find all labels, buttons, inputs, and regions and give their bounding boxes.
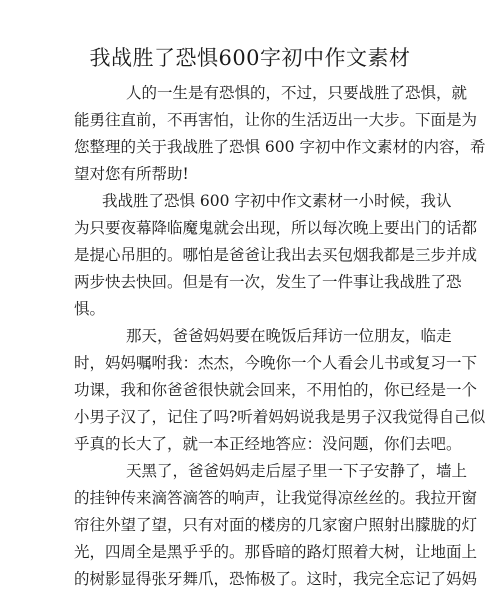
paragraph-line: 时，妈妈嘱咐我：杰杰，今晚你一个人看会儿书或复习一下: [74, 354, 478, 372]
paragraph-line: 望对您有所帮助!: [74, 165, 189, 183]
paragraph-line: 惧。: [74, 300, 106, 318]
document-body: [74, 80, 486, 593]
paragraph-line: 人的一生是有恐惧的，不过，只要战胜了恐惧，就: [126, 84, 468, 102]
paragraph-line: 那天，爸爸妈妈要在晚饭后拜访一位朋友，临走: [126, 327, 452, 345]
paragraph-line: 功课，我和你爸爸很快就会回来，不用怕的，你已经是一个: [74, 381, 478, 399]
paragraph-line: 乎真的长大了，就一本正经地答应：没问题，你们去吧。: [74, 435, 462, 453]
paragraph-line: 小男子汉了，记住了吗?听着妈妈说我是男子汉我觉得自己似: [74, 408, 486, 426]
paragraph-line: 天黑了，爸爸妈妈走后屋子里一下子安静了，墙上: [126, 462, 468, 480]
paragraph-line: 的树影显得张牙舞爪，恐怖极了。这时，我完全忘记了妈妈: [74, 570, 478, 588]
paragraph-line: 光，四周全是黑乎乎的。那昏暗的路灯照着大树，让地面上: [74, 543, 478, 561]
paragraph-line: 的挂钟传来滴答滴答的响声，让我觉得凉丝丝的。我拉开窗: [74, 489, 478, 507]
paragraph-line: 是提心吊胆的。哪怕是爸爸让我出去买包烟我都是三步并成: [74, 246, 478, 264]
paragraph-line: 两步快去快回。但是有一次，发生了一件事让我战胜了恐: [74, 273, 462, 291]
paragraph-line: 我战胜了恐惧 600 字初中作文素材一小时候，我认: [102, 192, 452, 210]
document-title: 我战胜了恐惧600字初中作文素材: [89, 46, 411, 70]
paragraph-line: 帘往外望了望，只有对面的楼房的几家窗户照射出朦胧的灯: [74, 516, 478, 534]
paragraph-line: 您整理的关于我战胜了恐惧 600 字初中作文素材的内容，希: [74, 138, 486, 156]
paragraph-line: 为只要夜幕降临魔鬼就会出现，所以每次晚上要出门的话都: [74, 219, 478, 237]
paragraph-line: 能勇往直前，不再害怕，让你的生活迈出一大步。下面是为: [74, 111, 478, 129]
